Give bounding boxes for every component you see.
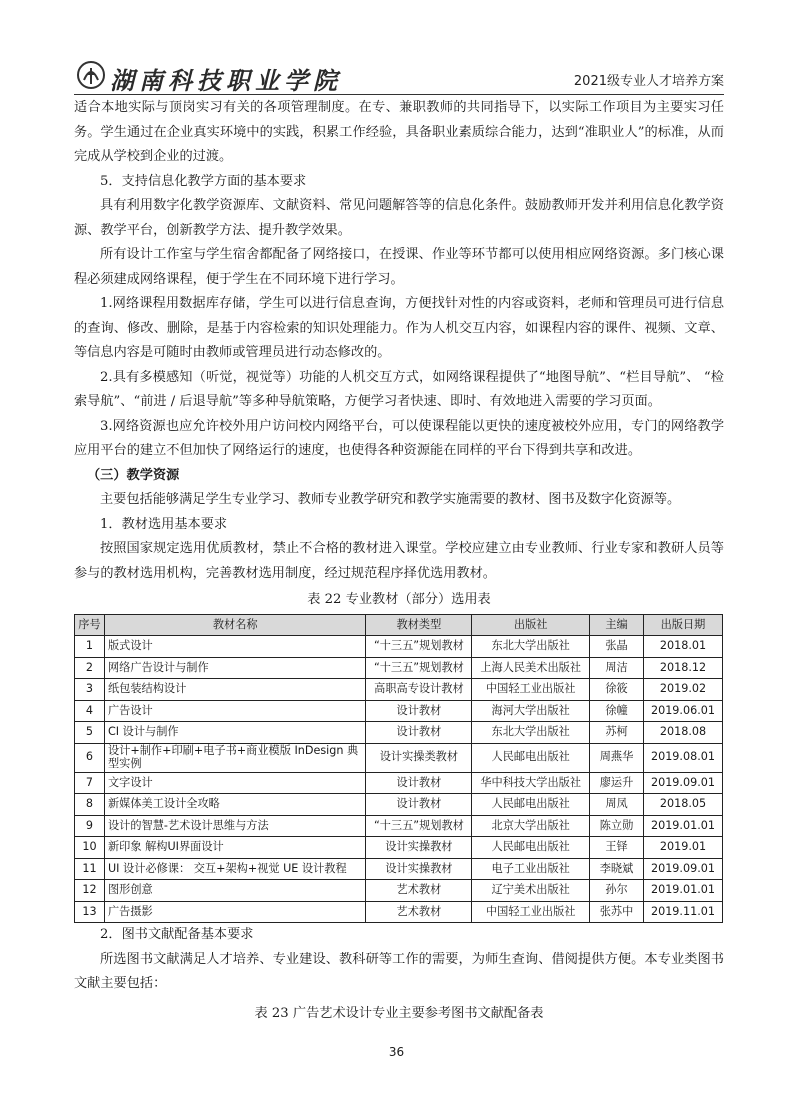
table-cell: 中国轻工业出版社 <box>472 679 590 701</box>
paragraph: 适合本地实际与顶岗实习有关的各项管理制度。在专、兼职教师的共同指导下，以实际工作项目为主要实习任务。学生通过在企业真实环境中的实践，积累工作经验，具备职业素质综合能力，达到“准职业人”的标准，从而完成从学校到企业的过渡。 <box>74 100 724 164</box>
table-cell: 网络广告设计与制作 <box>104 657 366 679</box>
table-cell: 设计教材 <box>366 772 472 794</box>
table-cell: 纸包装结构设计 <box>104 679 366 701</box>
table-cell: 6 <box>75 743 105 772</box>
paragraph: 2.具有多模感知（听觉，视觉等）功能的人机交互方式，如网络课程提供了“地图导航”、“栏目导航”、 “检索导航”、“前进 / 后退导航”等多种导航策略，方便学习者快速、即时、有效地进入需要的学习页面。 <box>74 369 724 409</box>
table-cell: 高职高专设计教材 <box>366 679 472 701</box>
table-cell: 人民邮电出版社 <box>472 743 590 772</box>
table-cell: 2019.01.01 <box>643 815 722 837</box>
table-cell: 图形创意 <box>104 880 366 902</box>
section-heading: （三）教学资源 <box>87 467 180 483</box>
table-cell: 周凤 <box>590 794 644 816</box>
table-cell: 设计+制作+印刷+电子书+商业模版 InDesign 典型实例 <box>104 743 366 772</box>
table-cell: 11 <box>75 858 105 880</box>
table-cell: 2019.01.01 <box>643 880 722 902</box>
table-cell: 2018.12 <box>643 657 722 679</box>
column-header: 出版日期 <box>643 614 722 636</box>
school-logo <box>76 60 342 95</box>
table-header-row <box>75 614 723 636</box>
paragraph: 所选图书文献满足人才培养、专业建设、教科研等工作的需要，为师生查询、借阅提供方便。本专业类图书文献主要包括： <box>74 951 724 991</box>
table-cell: 广告设计 <box>104 700 366 722</box>
table-row <box>75 880 723 902</box>
table-cell: 孙尔 <box>590 880 644 902</box>
table-cell: 2019.01 <box>643 837 722 859</box>
table-cell: 4 <box>75 700 105 722</box>
page-number: 36 <box>388 1045 405 1059</box>
textbook-table <box>74 614 723 924</box>
table-row <box>75 837 723 859</box>
table-cell: 设计教材 <box>366 700 472 722</box>
column-header: 主编 <box>590 614 644 636</box>
table-cell: 版式设计 <box>104 636 366 658</box>
table-cell: 设计实操教材 <box>366 837 472 859</box>
table-cell: 2019.11.01 <box>643 901 722 923</box>
table-cell: 2019.09.01 <box>643 858 722 880</box>
page-body <box>74 96 724 1026</box>
table-cell: 东北大学出版社 <box>472 722 590 744</box>
table-cell: 13 <box>75 901 105 923</box>
table-cell: “十三五”规划教材 <box>366 657 472 679</box>
table-cell: 张苏中 <box>590 901 644 923</box>
table-caption: 表 23 广告艺术设计专业主要参考图书文献配备表 <box>254 1005 544 1021</box>
paragraph: 所有设计工作室与学生宿舍都配备了网络接口，在授课、作业等环节都可以使用相应网络资源。多门核心课程必须建成网络课程，便于学生在不同环境下进行学习。 <box>74 247 724 287</box>
table-cell: 2 <box>75 657 105 679</box>
table-cell: 廖运升 <box>590 772 644 794</box>
paragraph: 3.网络资源也应允许校外用户访问校内网络平台，可以使课程能以更快的速度被校外应用，专门的网络教学应用平台的建立不但加快了网络运行的速度，也使得各种资源能在同样的平台下得到共享和改进。 <box>74 418 724 458</box>
table-cell: 3 <box>75 679 105 701</box>
table-caption: 表 22 专业教材（部分）选用表 <box>307 592 491 607</box>
table-cell: 新印象 解构UI界面设计 <box>104 837 366 859</box>
table-row <box>75 901 723 923</box>
table-row <box>75 722 723 744</box>
table-cell: 2019.02 <box>643 679 722 701</box>
table-cell: 人民邮电出版社 <box>472 794 590 816</box>
table-cell: 2018.05 <box>643 794 722 816</box>
subsection-heading: 2．图书文献配备基本要求 <box>100 927 254 942</box>
table-cell: 东北大学出版社 <box>472 636 590 658</box>
table-cell: 设计实操教材 <box>366 858 472 880</box>
table-cell: 9 <box>75 815 105 837</box>
table-cell: 苏柯 <box>590 722 644 744</box>
table-row <box>75 772 723 794</box>
column-header: 教材类型 <box>366 614 472 636</box>
table-cell: 文字设计 <box>104 772 366 794</box>
table-cell: 1 <box>75 636 105 658</box>
table-row <box>75 700 723 722</box>
table-cell: 10 <box>75 837 105 859</box>
table-cell: 设计教材 <box>366 722 472 744</box>
table-cell: 2019.06.01 <box>643 700 722 722</box>
header-divider <box>74 94 724 95</box>
table-cell: CI 设计与制作 <box>104 722 366 744</box>
table-cell: 陈立勋 <box>590 815 644 837</box>
table-cell: 5 <box>75 722 105 744</box>
table-cell: “十三五”规划教材 <box>366 815 472 837</box>
table-cell: 人民邮电出版社 <box>472 837 590 859</box>
table-cell: UI 设计必修课： 交互+架构+视觉 UE 设计教程 <box>104 858 366 880</box>
table-cell: 广告摄影 <box>104 901 366 923</box>
subsection-heading: 1．教材选用基本要求 <box>100 516 228 532</box>
table-cell: 8 <box>75 794 105 816</box>
table-cell: 周燕华 <box>590 743 644 772</box>
table-cell: 2019.08.01 <box>643 743 722 772</box>
column-header: 教材名称 <box>104 614 366 636</box>
table-row <box>75 743 723 772</box>
table-cell: 12 <box>75 880 105 902</box>
column-header: 出版社 <box>472 614 590 636</box>
table-cell: 徐幢 <box>590 700 644 722</box>
paragraph: 主要包括能够满足学生专业学习、教师专业教学研究和教学实施需要的教材、图书及数字化资源等。 <box>100 492 681 507</box>
table-cell: 电子工业出版社 <box>472 858 590 880</box>
table-cell: 华中科技大学出版社 <box>472 772 590 794</box>
table-body <box>75 636 723 923</box>
table-row <box>75 679 723 701</box>
column-header: 序号 <box>75 614 105 636</box>
table-cell: 设计实操类教材 <box>366 743 472 772</box>
table-cell: 上海人民美术出版社 <box>472 657 590 679</box>
table-cell: 周洁 <box>590 657 644 679</box>
paragraph: 具有利用数字化教学资源库、文献资料、常见问题解答等的信息化条件。鼓励教师开发并利用信息化教学资源、教学平台，创新教学方法、提升教学效果。 <box>74 198 724 238</box>
table-cell: 设计教材 <box>366 794 472 816</box>
table-row <box>75 794 723 816</box>
paragraph: 1.网络课程用数据库存储，学生可以进行信息查询，方便找针对性的内容或资料，老师和管理员可进行信息的查询、修改、删除，是基于内容检索的知识处理能力。作为人机交互内容，如课程内容的课件、视频、文章、等信息内容是可随时由教师或管理员进行动态修改的。 <box>74 296 724 360</box>
table-cell: 艺术教材 <box>366 880 472 902</box>
document-title: 2021级专业人才培养方案 <box>573 74 724 89</box>
table-cell: 7 <box>75 772 105 794</box>
table-cell: 2019.09.01 <box>643 772 722 794</box>
table-cell: 北京大学出版社 <box>472 815 590 837</box>
table-cell: 徐筱 <box>590 679 644 701</box>
table-row <box>75 815 723 837</box>
table-cell: 张晶 <box>590 636 644 658</box>
table-row <box>75 858 723 880</box>
paragraph: 按照国家规定选用优质教材，禁止不合格的教材进入课堂。学校应建立由专业教师、行业专家和教研人员等参与的教材选用机构，完善教材选用制度，经过规范程序择优选用教材。 <box>74 541 724 581</box>
table-cell: 艺术教材 <box>366 901 472 923</box>
table-cell: 辽宁美术出版社 <box>472 880 590 902</box>
table-cell: 2018.01 <box>643 636 722 658</box>
table-cell: 王铎 <box>590 837 644 859</box>
school-name-calligraphy: 湖南科技职业学院 <box>110 66 342 95</box>
table-cell: 中国轻工业出版社 <box>472 901 590 923</box>
table-cell: “十三五”规划教材 <box>366 636 472 658</box>
table-cell: 新媒体美工设计全攻略 <box>104 794 366 816</box>
table-cell: 李晓斌 <box>590 858 644 880</box>
table-row <box>75 636 723 658</box>
table-cell: 2018.08 <box>643 722 722 744</box>
table-cell: 海河大学出版社 <box>472 700 590 722</box>
subsection-heading: 5．支持信息化教学方面的基本要求 <box>100 173 307 189</box>
table-cell: 设计的智慧-艺术设计思维与方法 <box>104 815 366 837</box>
school-seal-icon <box>76 60 106 90</box>
page-header <box>74 58 724 94</box>
table-row <box>75 657 723 679</box>
